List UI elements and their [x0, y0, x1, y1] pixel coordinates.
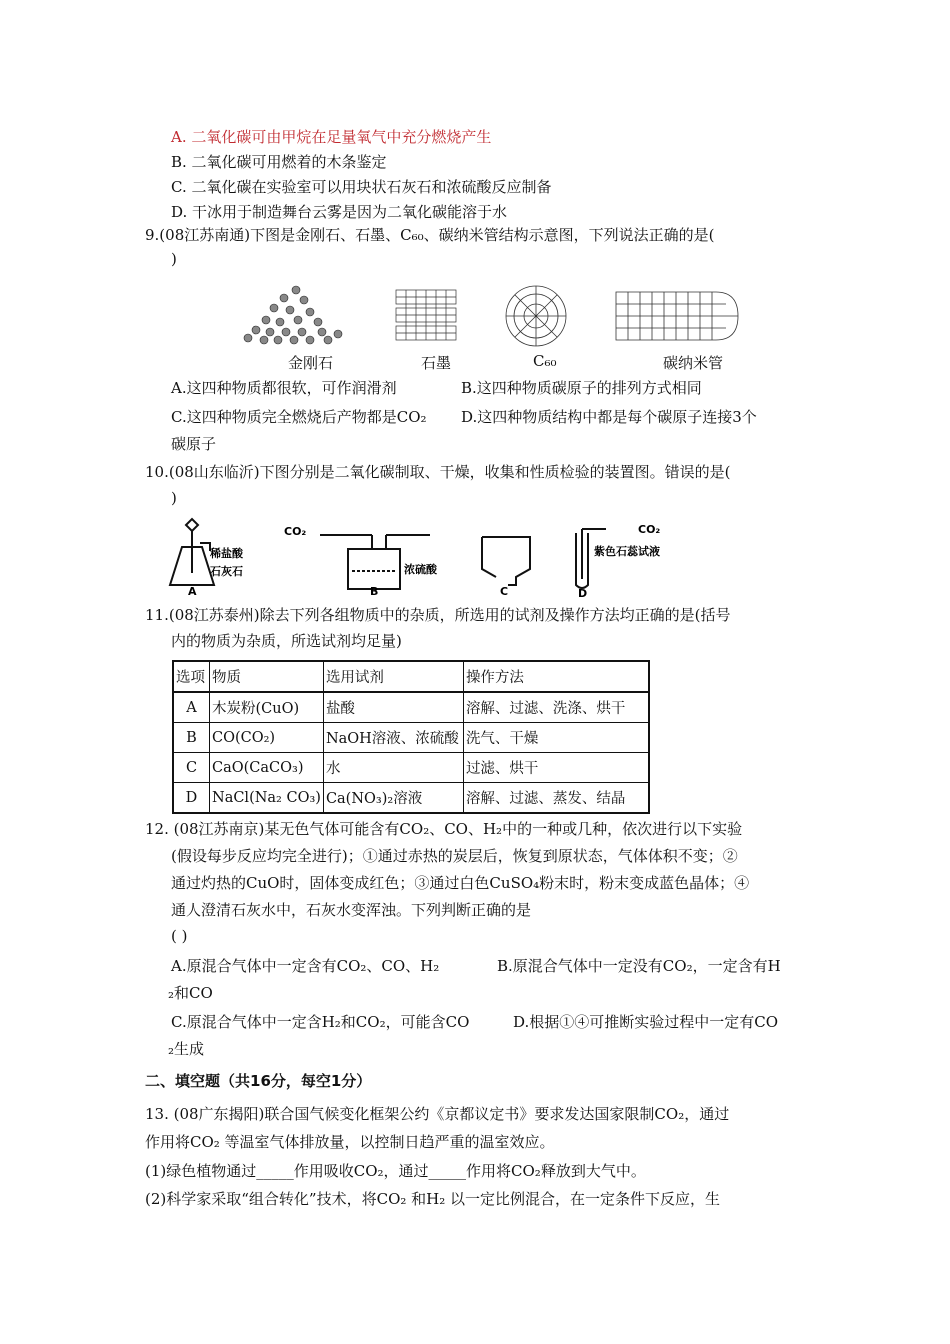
q12-option-d-cont: ₂生成	[168, 1040, 205, 1058]
q13-line-1: 13. (08广东揭阳)联合国气候变化框架公约《京都议定书》要求发达国家限制CO₂，通过	[145, 1105, 730, 1123]
q9-stem: 9.(08江苏南通)下图是金刚石、石墨、C₆₀、碳纳米管结构示意图，下列说法正确的是(	[145, 226, 715, 244]
label-co2-in: CO₂	[284, 525, 307, 538]
q12-option-a: A.原混合气体中一定含有CO₂、CO、H₂	[171, 957, 440, 975]
q11-stem: 11.(08江苏泰州)除去下列各组物质中的杂质，所选用的试剂及操作方法均正确的是(括号	[145, 606, 731, 624]
q13-line-4: (2)科学家采取“组合转化”技术，将CO₂ 和H₂ 以一定比例混合，在一定条件下反应，生	[145, 1190, 721, 1208]
table-cell: CO(CO₂)	[210, 723, 324, 753]
caption-nanotube: 碳纳米管	[663, 354, 724, 372]
table-header-row	[173, 661, 649, 692]
label-co2-top: CO₂	[638, 523, 661, 536]
label-a: A	[188, 585, 197, 597]
table-cell: Ca(NO₃)₂溶液	[323, 783, 463, 814]
table-cell: B	[173, 723, 210, 753]
c60-structure	[506, 286, 566, 346]
table-row	[173, 723, 649, 753]
apparatus-c	[482, 537, 530, 585]
label-limestone: 石灰石	[210, 565, 243, 578]
q10-stem: 10.(08山东临沂)下图分别是二氧化碳制取、干燥，收集和性质检验的装置图。错误的是(	[145, 463, 731, 481]
q9-option-d: D.这四种物质结构中都是每个碳原子连接3个	[461, 408, 757, 426]
table-cell: 过滤、烘干	[463, 753, 649, 783]
q12-line-2: (假设每步反应均完全进行)；①通过赤热的炭层后，恢复到原状态，气体体积不变；②	[171, 847, 738, 865]
caption-diamond: 金刚石	[288, 354, 334, 372]
q9-option-c: C.这四种物质完全燃烧后产物都是CO₂	[171, 408, 427, 426]
diamond-structure	[244, 286, 342, 344]
q12-option-b: B.原混合气体中一定没有CO₂，一定含有H	[497, 957, 781, 975]
q13-line-3: (1)绿色植物通过_____作用吸收CO₂，通过_____作用将CO₂释放到大气中。	[145, 1162, 646, 1180]
section-heading: 二、填空题（共16分，每空1分）	[145, 1072, 372, 1090]
label-litmus: 紫色石蕊试液	[594, 545, 660, 558]
q12-line-5: ( )	[171, 927, 188, 945]
table-cell: D	[173, 783, 210, 814]
q8-option-a: A. 二氧化碳可由甲烷在足量氧气中充分燃烧产生	[171, 128, 492, 146]
header-cell: 物质	[210, 661, 324, 692]
q10-stem-paren: )	[171, 489, 177, 507]
q8-option-b: B. 二氧化碳可用燃着的木条鉴定	[171, 153, 387, 171]
q8-option-d: D. 干冰用于制造舞台云雾是因为二氧化碳能溶于水	[171, 203, 508, 221]
q12-option-b-cont: ₂和CO	[168, 984, 213, 1002]
table-cell: NaOH溶液、浓硫酸	[323, 723, 463, 753]
q8-option-c: C. 二氧化碳在实验室可以用块状石灰石和浓硫酸反应制备	[171, 178, 552, 196]
q13-line-2: 作用将CO₂ 等温室气体排放量，以控制日趋严重的温室效应。	[145, 1133, 555, 1151]
header-cell: 选项	[173, 661, 210, 692]
table-cell: CaO(CaCO₃)	[210, 753, 324, 783]
table-cell: A	[173, 692, 210, 723]
table-cell: 溶解、过滤、洗涤、烘干	[463, 692, 649, 723]
table-cell: C	[173, 753, 210, 783]
q11-stem-cont: 内的物质为杂质，所选试剂均足量)	[171, 632, 402, 650]
header-cell: 操作方法	[463, 661, 649, 692]
label-b: B	[370, 585, 379, 597]
table-cell: 洗气、干燥	[463, 723, 649, 753]
q12-line-1: 12. (08江苏南京)某无色气体可能含有CO₂、CO、H₂中的一种或几种，依次进行以下实验	[145, 820, 743, 838]
q12-line-3: 通过灼热的CuO时，固体变成红色；③通过白色CuSO₄粉末时，粉末变成蓝色晶体；④	[171, 874, 750, 892]
table-row	[173, 692, 649, 723]
label-h2so4: 浓硫酸	[404, 563, 437, 576]
caption-graphite: 石墨	[421, 354, 452, 372]
apparatus-b	[320, 535, 430, 589]
apparatus-a	[170, 519, 214, 585]
table-row	[173, 753, 649, 783]
q11-table	[172, 660, 650, 814]
q9-option-d-cont: 碳原子	[171, 435, 217, 453]
label-c: C	[500, 585, 509, 597]
table-cell: 盐酸	[323, 692, 463, 723]
q12-option-c: C.原混合气体中一定含H₂和CO₂，可能含CO	[171, 1013, 470, 1031]
label-d: D	[578, 587, 588, 597]
caption-c60: C₆₀	[533, 352, 557, 370]
apparatus-d	[576, 529, 606, 588]
label-acid: 稀盐酸	[210, 547, 243, 560]
q9-stem-paren: )	[171, 250, 177, 268]
table-cell: 溶解、过滤、蒸发、结晶	[463, 783, 649, 814]
carbon-structures-figure	[238, 282, 758, 350]
header-cell: 选用试剂	[323, 661, 463, 692]
table-cell: 水	[323, 753, 463, 783]
nanotube-structure	[616, 292, 738, 340]
q12-option-d: D.根据①④可推断实验过程中一定有CO	[513, 1013, 779, 1031]
graphite-structure	[396, 290, 456, 340]
table-row	[173, 783, 649, 814]
table-cell: 木炭粉(CuO)	[210, 692, 324, 723]
q9-option-b: B.这四种物质碳原子的排列方式相同	[461, 379, 702, 397]
q9-option-a: A.这四种物质都很软，可作润滑剂	[171, 379, 397, 397]
table-cell: NaCl(Na₂ CO₃)	[210, 783, 324, 814]
co2-apparatus-figure	[160, 515, 740, 597]
q12-line-4: 通人澄清石灰水中，石灰水变浑浊。下列判断正确的是	[171, 901, 532, 919]
